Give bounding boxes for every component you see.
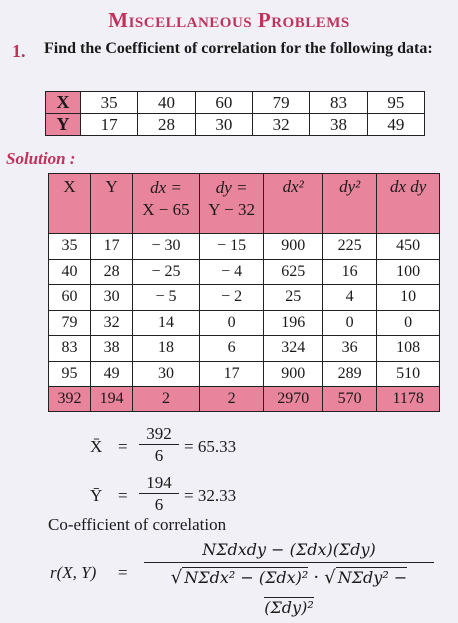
correlation-lhs: r(X, Y) <box>50 563 97 582</box>
table-cell: 36 <box>322 336 376 362</box>
table-cell: 14 <box>133 310 200 336</box>
y-cell: 38 <box>310 114 367 136</box>
table-row <box>49 310 440 336</box>
solution-header-row <box>49 174 440 234</box>
col-dx-header <box>133 174 200 234</box>
col-x-header: X <box>49 174 91 234</box>
y-cell: 49 <box>367 114 424 136</box>
table-cell: 17 <box>91 234 133 260</box>
total-cell: 2 <box>199 387 264 412</box>
table-cell: 0 <box>377 310 440 336</box>
table-cell: − 2 <box>199 285 264 311</box>
table-cell: 0 <box>322 310 376 336</box>
ybar-numerator: 194 <box>139 473 179 494</box>
xbar-fraction <box>139 424 179 467</box>
table-cell: 95 <box>49 361 91 387</box>
table-cell: 100 <box>377 259 440 285</box>
page-heading: Miscellaneous Problems <box>108 8 350 32</box>
solution-table <box>48 173 440 412</box>
table-cell: 18 <box>133 336 200 362</box>
data-row-x <box>46 92 425 114</box>
col-dx2-header: dx² <box>264 174 322 234</box>
y-cell: 17 <box>81 114 138 136</box>
table-cell: 16 <box>322 259 376 285</box>
table-row <box>49 336 440 362</box>
table-cell: − 5 <box>133 285 200 311</box>
solution-label: Solution : <box>6 149 76 168</box>
table-row <box>49 361 440 387</box>
x-label: X <box>46 92 81 114</box>
ybar-symbol: Ȳ <box>90 486 103 505</box>
ybar-denominator: 6 <box>154 495 164 514</box>
xbar-denominator: 6 <box>154 446 164 465</box>
table-cell: 324 <box>264 336 322 362</box>
table-row <box>49 234 440 260</box>
table-cell: 30 <box>91 285 133 311</box>
correlation-formula <box>144 538 434 623</box>
total-cell: 194 <box>91 387 133 412</box>
table-cell: 10 <box>377 285 440 311</box>
totals-row <box>49 387 440 412</box>
correlation-label: Co-efficient of correlation <box>48 515 227 534</box>
y-cell: 28 <box>138 114 195 136</box>
dx-header-line1: dx = <box>150 178 182 197</box>
col-dy2-header: dy² <box>322 174 376 234</box>
table-row <box>49 285 440 311</box>
table-cell: 108 <box>377 336 440 362</box>
ybar-equals: = <box>118 486 128 505</box>
table-cell: 196 <box>264 310 322 336</box>
x-cell: 83 <box>310 92 367 114</box>
total-cell: 392 <box>49 387 91 412</box>
total-cell: 1178 <box>377 387 440 412</box>
xbar-value: = 65.33 <box>184 437 237 456</box>
table-cell: − 15 <box>199 234 264 260</box>
correlation-equals: = <box>118 563 128 582</box>
sqrt-symbol: √ <box>324 567 336 588</box>
table-cell: 17 <box>199 361 264 387</box>
table-cell: 510 <box>377 361 440 387</box>
col-dy-header <box>199 174 264 234</box>
total-cell: 2 <box>133 387 200 412</box>
xbar-equals: = <box>118 437 128 456</box>
total-cell: 2970 <box>264 387 322 412</box>
y-cell: 32 <box>252 114 309 136</box>
ybar-value: = 32.33 <box>184 486 237 505</box>
dy-header-line2: Y − 32 <box>208 200 256 219</box>
table-cell: 900 <box>264 361 322 387</box>
table-cell: − 30 <box>133 234 200 260</box>
table-cell: 6 <box>199 336 264 362</box>
table-cell: 49 <box>91 361 133 387</box>
table-cell: 900 <box>264 234 322 260</box>
x-cell: 79 <box>252 92 309 114</box>
table-cell: 28 <box>91 259 133 285</box>
total-cell: 570 <box>322 387 376 412</box>
table-cell: 35 <box>49 234 91 260</box>
table-cell: − 25 <box>133 259 200 285</box>
table-cell: 450 <box>377 234 440 260</box>
problem-text: Find the Coefficient of correlation for the following data: <box>44 40 433 57</box>
problem-number: 1. <box>12 41 26 61</box>
data-table <box>45 91 425 136</box>
y-cell: 30 <box>195 114 252 136</box>
formula-numerator: NΣdxdy − (Σdx)(Σdy) <box>144 538 434 563</box>
dx-header-line2: X − 65 <box>142 200 190 219</box>
table-row <box>49 259 440 285</box>
table-cell: 225 <box>322 234 376 260</box>
table-cell: 0 <box>199 310 264 336</box>
sqrt-symbol: √ <box>170 567 183 588</box>
table-cell: 60 <box>49 285 91 311</box>
col-y-header: Y <box>91 174 133 234</box>
xbar-numerator: 392 <box>139 424 179 445</box>
table-cell: 38 <box>91 336 133 362</box>
x-cell: 95 <box>367 92 424 114</box>
x-cell: 60 <box>195 92 252 114</box>
denominator-term-2: NΣdy² − (Σdy)² <box>264 568 408 617</box>
table-cell: − 4 <box>199 259 264 285</box>
table-cell: 79 <box>49 310 91 336</box>
formula-denominator <box>144 563 434 623</box>
table-cell: 289 <box>322 361 376 387</box>
table-cell: 32 <box>91 310 133 336</box>
table-cell: 25 <box>264 285 322 311</box>
x-cell: 35 <box>81 92 138 114</box>
xbar-symbol: X̄ <box>90 437 103 456</box>
table-cell: 83 <box>49 336 91 362</box>
denominator-term-1: NΣdx² − (Σdx)² <box>184 568 309 587</box>
x-cell: 40 <box>138 92 195 114</box>
y-label: Y <box>46 114 81 136</box>
ybar-fraction <box>139 473 179 516</box>
table-cell: 625 <box>264 259 322 285</box>
dot-symbol: · <box>313 567 320 588</box>
table-cell: 30 <box>133 361 200 387</box>
table-cell: 40 <box>49 259 91 285</box>
table-cell: 4 <box>322 285 376 311</box>
dy-header-line1: dy = <box>215 178 248 197</box>
col-dxdy-header: dx dy <box>377 174 440 234</box>
data-row-y <box>46 114 425 136</box>
